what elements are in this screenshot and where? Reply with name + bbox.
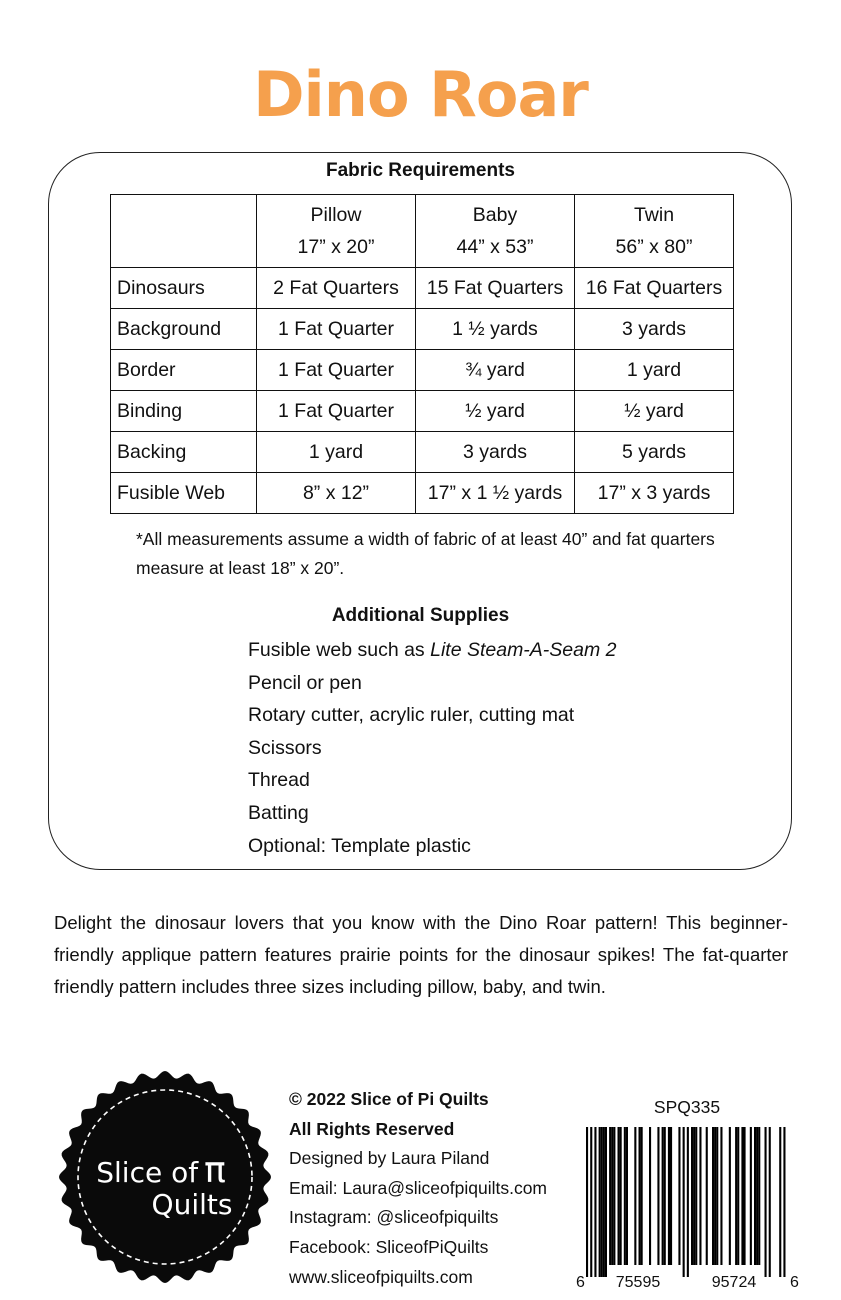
size-name: Baby	[472, 204, 518, 226]
header-size	[575, 195, 734, 268]
barcode-left-digits: 75595	[615, 1274, 661, 1291]
row-label: Binding	[111, 391, 257, 432]
website-line: www.sliceofpiquilts.com	[289, 1266, 473, 1287]
table-cell: 16 Fat Quarters	[575, 268, 734, 309]
list-item: Batting	[248, 801, 309, 824]
table-cell: 2 Fat Quarters	[257, 268, 416, 309]
barcode-bar	[712, 1127, 714, 1265]
table-row	[111, 473, 734, 514]
barcode-bar	[670, 1127, 672, 1265]
barcode-bar	[586, 1127, 588, 1277]
table-cell: 1 yard	[257, 432, 416, 473]
table-cell: 1 ½ yards	[416, 309, 575, 350]
barcode-bar	[729, 1127, 731, 1265]
barcode-bar	[613, 1127, 615, 1265]
row-label: Dinosaurs	[111, 268, 257, 309]
fabric-requirements-heading: Fabric Requirements	[326, 160, 515, 181]
brand-logo-seal	[58, 1070, 272, 1284]
size-dims: 44” x 53”	[456, 236, 534, 258]
row-label: Fusible Web	[111, 473, 257, 514]
barcode-bar	[687, 1127, 689, 1277]
barcode-bar	[758, 1127, 760, 1265]
pi-symbol: π	[204, 1150, 226, 1191]
barcode-bar	[662, 1127, 664, 1265]
barcode-bar	[750, 1127, 752, 1265]
barcode-bar	[668, 1127, 670, 1265]
product-code: SPQ335	[653, 1097, 721, 1117]
barcode-bar	[735, 1127, 737, 1265]
supply-product-name: Lite Steam-A-Seam 2	[430, 639, 617, 661]
table-cell: ½ yard	[416, 391, 575, 432]
table-cell: 17” x 3 yards	[575, 473, 734, 514]
logo-line2: Quilts	[151, 1188, 233, 1221]
table-row	[111, 432, 734, 473]
table-cell: 8” x 12”	[257, 473, 416, 514]
supplies-list	[248, 634, 617, 862]
table-cell: 1 Fat Quarter	[257, 309, 416, 350]
barcode-bar	[657, 1127, 659, 1265]
barcode-bars	[586, 1127, 786, 1277]
list-item: Optional: Template plastic	[248, 834, 471, 857]
barcode-bar	[683, 1127, 685, 1277]
barcode-bar	[590, 1127, 592, 1277]
table-cell: ¾ yard	[416, 350, 575, 391]
size-dims: 56” x 80”	[615, 236, 693, 258]
barcode-bar	[609, 1127, 611, 1265]
list-item: Scissors	[248, 736, 322, 759]
table-cell: 1 Fat Quarter	[257, 391, 416, 432]
pattern-title: Dino Roar	[253, 58, 588, 131]
size-dims: 17” x 20”	[297, 236, 375, 258]
table-cell: 5 yards	[575, 432, 734, 473]
barcode-bar	[605, 1127, 607, 1277]
table-row	[111, 309, 734, 350]
fabric-requirements-table	[110, 194, 734, 514]
publisher-info	[289, 1085, 547, 1292]
list-item: Rotary cutter, acrylic ruler, cutting mat	[248, 704, 575, 727]
pattern-description: Delight the dinosaur lovers that you know with the Dino Roar pattern! This beginner-friendly applique pattern features prairie points for the dinosaur spikes! The fat-quarter friendly pattern includes three sizes including pillow, baby, and twin.	[54, 911, 788, 997]
barcode-bar	[756, 1127, 758, 1265]
table-cell: 1 yard	[575, 350, 734, 391]
barcode-bar	[599, 1127, 601, 1277]
barcode-bar	[714, 1127, 716, 1265]
barcode-bar	[594, 1127, 596, 1277]
barcode-bar	[634, 1127, 636, 1265]
barcode-bar	[720, 1127, 722, 1265]
rights-line: All Rights Reserved	[289, 1118, 455, 1139]
barcode-bar	[765, 1127, 767, 1277]
header-size	[257, 195, 416, 268]
barcode-bar	[664, 1127, 666, 1265]
barcode-bar	[691, 1127, 693, 1265]
list-item: Pencil or pen	[248, 671, 362, 694]
table-row	[111, 350, 734, 391]
list-item	[248, 634, 617, 667]
copyright-line: © 2022 Slice of Pi Quilts	[289, 1089, 489, 1109]
barcode-bar	[624, 1127, 626, 1265]
barcode-bar	[626, 1127, 628, 1265]
barcode-lead-digit: 6	[576, 1274, 585, 1291]
table-cell: 1 Fat Quarter	[257, 350, 416, 391]
barcode-bar	[741, 1127, 743, 1265]
row-label: Background	[111, 309, 257, 350]
barcode-bar	[678, 1127, 680, 1265]
barcode-bar	[699, 1127, 701, 1265]
table-cell: ½ yard	[575, 391, 734, 432]
row-label: Backing	[111, 432, 257, 473]
table-cell: 3 yards	[416, 432, 575, 473]
barcode-bar	[737, 1127, 739, 1265]
size-name: Pillow	[310, 204, 362, 226]
logo-line1: Slice of π	[96, 1150, 226, 1191]
barcode-bar	[618, 1127, 620, 1265]
table-row	[111, 391, 734, 432]
table-cell: 17” x 1 ½ yards	[416, 473, 575, 514]
barcode-bar	[744, 1127, 746, 1265]
barcode-bar	[639, 1127, 641, 1265]
barcode-bar	[783, 1127, 785, 1277]
barcode-bar	[693, 1127, 695, 1265]
barcode-bar	[695, 1127, 697, 1265]
table-cell: 15 Fat Quarters	[416, 268, 575, 309]
barcode-bar	[779, 1127, 781, 1277]
barcode-bar	[649, 1127, 651, 1265]
instagram-line: Instagram: @sliceofpiquilts	[289, 1207, 499, 1228]
barcode-right-digits: 95724	[711, 1274, 757, 1291]
email-line: Email: Laura@sliceofpiquilts.com	[289, 1177, 548, 1198]
barcode-bar	[620, 1127, 622, 1265]
facebook-line: Facebook: SliceofPiQuilts	[289, 1236, 489, 1257]
barcode-bar	[611, 1127, 613, 1265]
row-label: Border	[111, 350, 257, 391]
table-header-row	[111, 195, 734, 268]
list-item: Thread	[248, 769, 310, 792]
barcode-bar	[603, 1127, 605, 1277]
upc-barcode	[574, 1127, 800, 1293]
barcode-bar	[601, 1127, 603, 1277]
barcode-bar	[706, 1127, 708, 1265]
additional-supplies-heading: Additional Supplies	[331, 605, 510, 626]
header-empty-cell	[111, 195, 257, 268]
barcode-check-digit: 6	[790, 1274, 799, 1291]
size-name: Twin	[633, 204, 675, 226]
table-cell: 3 yards	[575, 309, 734, 350]
barcode-bar	[769, 1127, 771, 1277]
measurement-note: *All measurements assume a width of fabric of at least 40” and fat quarters measure at least 18” x 20”.	[136, 529, 715, 578]
barcode-bar	[641, 1127, 643, 1265]
barcode-bar	[754, 1127, 756, 1265]
designer-line: Designed by Laura Piland	[289, 1148, 490, 1169]
header-size	[416, 195, 575, 268]
barcode-bar	[716, 1127, 718, 1265]
table-row	[111, 268, 734, 309]
supply-text: Fusible web such as	[248, 639, 431, 661]
